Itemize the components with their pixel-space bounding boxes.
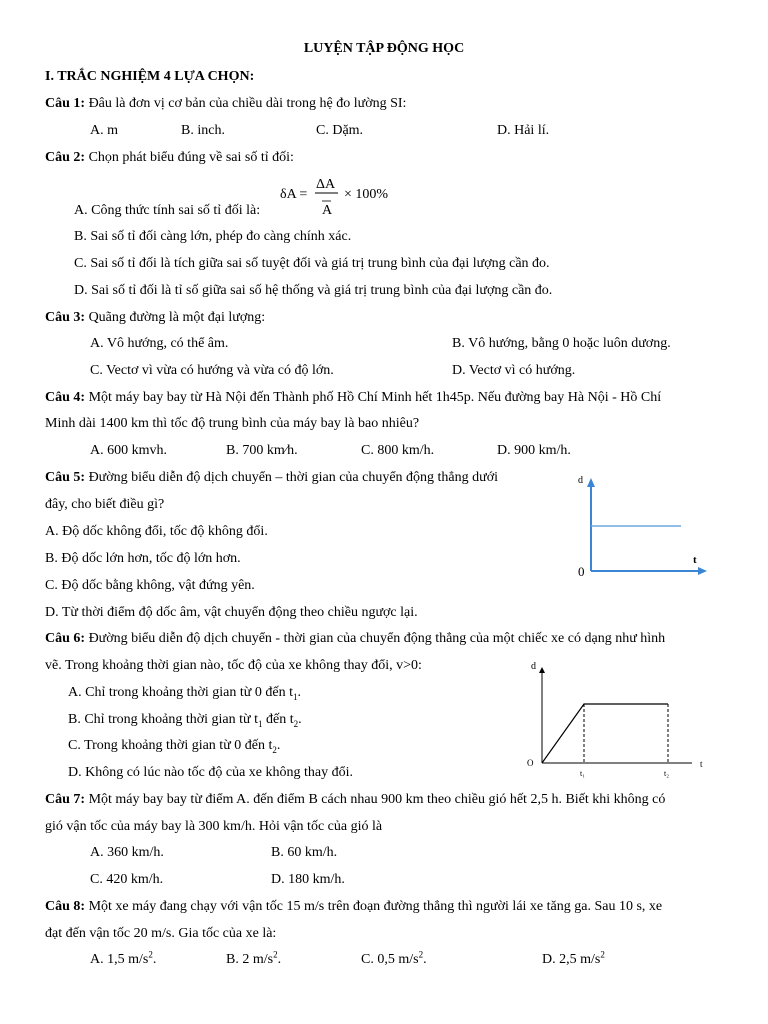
q8-option-b[interactable] <box>226 949 282 968</box>
option-text: C. 0,5 m/s <box>361 952 419 967</box>
question-text: Chọn phát biểu đúng về sai số tỉ đối: <box>85 150 294 165</box>
question-text: Quãng đường là một đại lượng: <box>85 310 266 325</box>
question-label: Câu 7: <box>45 792 86 807</box>
q2-option-b[interactable]: B. Sai số tỉ đối càng lớn, phép đo càng chính xác. <box>74 229 352 244</box>
option-text: A. Chỉ trong khoảng thời gian từ 0 đến t <box>68 685 293 700</box>
question-label: Câu 8: <box>45 899 86 914</box>
q7-option-a[interactable]: A. 360 km/h. <box>90 845 164 860</box>
question-label: Câu 6: <box>45 631 86 646</box>
q2-option-a[interactable]: A. Công thức tính sai số tỉ đối là: <box>74 203 261 218</box>
option-text-end: . <box>276 738 281 753</box>
question-7-cont: gió vận tốc của máy bay là 300 km/h. Hỏi vận tốc của gió là <box>45 819 383 834</box>
y-axis-label: d <box>578 475 583 486</box>
q4-option-a[interactable]: A. 600 kmvh. <box>90 443 167 458</box>
t2-label: t₂ <box>664 769 670 778</box>
question-label: Câu 3: <box>45 310 86 325</box>
q4-option-d[interactable]: D. 900 km/h. <box>497 443 571 458</box>
superscript: 2 <box>418 949 424 960</box>
q8-option-d[interactable] <box>542 949 605 968</box>
question-text: Đường biểu diễn độ dịch chuyển - thời gian của chuyển động thẳng của một chiếc xe có dạng như hình <box>85 631 666 646</box>
superscript: 2 <box>148 949 153 960</box>
question-7 <box>45 792 665 808</box>
superscript: 2 <box>273 949 278 960</box>
graph-line <box>542 704 668 763</box>
question-6 <box>45 631 665 647</box>
q3-option-d[interactable]: D. Vectơ vì có hướng. <box>452 363 576 378</box>
option-text-end: . <box>298 712 302 727</box>
option-text-end: . <box>423 952 427 967</box>
subscript: 2 <box>293 718 299 729</box>
q6-displacement-time-graph <box>522 656 712 780</box>
option-text: B. 2 m/s <box>226 952 274 967</box>
subscript: 1 <box>292 691 298 702</box>
superscript: 2 <box>600 949 605 960</box>
question-label: Câu 5: <box>45 470 86 485</box>
question-text: Đâu là đơn vị cơ bản của chiều dài trong hệ đo lường SI: <box>85 96 407 111</box>
x-axis-arrow <box>698 567 707 575</box>
q5-displacement-time-graph <box>570 468 720 583</box>
option-text-end: . <box>152 952 157 967</box>
q7-option-b[interactable]: B. 60 km/h. <box>271 845 338 860</box>
question-text: Một máy bay bay từ điểm A. đến điểm B cách nhau 900 km theo chiều gió hết 2,5 h. Biết khi không có <box>85 792 666 807</box>
q5-option-b[interactable]: B. Độ dốc lớn hơn, tốc độ lớn hơn. <box>45 551 241 566</box>
formula-lhs: δA = <box>280 187 308 202</box>
option-text: A. 1,5 m/s <box>90 952 149 967</box>
q6-option-d[interactable]: D. Không có lúc nào tốc độ của xe không thay đổi. <box>68 765 353 780</box>
q5-option-a[interactable]: A. Độ dốc không đổi, tốc độ không đổi. <box>45 524 268 539</box>
q8-option-c[interactable] <box>361 949 427 968</box>
question-text: Một máy bay bay từ Hà Nội đến Thành phố Hồ Chí Minh hết 1h45p. Nếu đường bay Hà Nội - Hồ Chí <box>85 390 662 405</box>
q2-option-d[interactable]: D. Sai số tỉ đối là tỉ số giữa sai số hệ thống và giá trị trung bình của đại lượng cần đo. <box>74 283 553 298</box>
q2-option-c[interactable]: C. Sai số tỉ đối là tích giữa sai số tuyệt đối và giá trị trung bình của đại lượng cần đo. <box>74 256 550 271</box>
q6-option-a[interactable] <box>68 685 301 701</box>
q4-option-b[interactable]: B. 700 km⁄h. <box>226 443 298 458</box>
t1-label: t₁ <box>580 769 586 778</box>
q5-option-c[interactable]: C. Độ dốc bằng không, vật đứng yên. <box>45 578 255 593</box>
question-4-cont: Minh dài 1400 km thì tốc độ trung bình của máy bay là bao nhiêu? <box>45 416 420 431</box>
q3-option-c[interactable]: C. Vectơ vì vừa có hướng và vừa có độ lớn. <box>90 363 334 378</box>
question-label: Câu 4: <box>45 390 86 405</box>
page-title: LUYỆN TẬP ĐỘNG HỌC <box>303 41 465 56</box>
q5-option-d[interactable]: D. Từ thời điểm độ dốc âm, vật chuyển động theo chiều ngược lại. <box>45 605 418 620</box>
option-text-mid: đến t <box>262 712 294 727</box>
question-3 <box>45 310 265 326</box>
option-text-end: . <box>297 685 301 700</box>
q3-option-a[interactable]: A. Vô hướng, có thể âm. <box>90 336 229 351</box>
q1-option-c[interactable]: C. Dặm. <box>316 123 364 138</box>
q3-option-b[interactable]: B. Vô hướng, bằng 0 hoặc luôn dương. <box>452 336 671 351</box>
subscript: 1 <box>257 718 263 729</box>
y-axis-arrow <box>539 667 545 673</box>
question-label: Câu 1: <box>45 96 86 111</box>
origin-label: 0 <box>578 564 585 579</box>
question-1 <box>45 96 406 112</box>
question-text: Đường biểu diễn độ dịch chuyển – thời gian của chuyển động thẳng dưới <box>85 470 499 485</box>
relative-error-formula <box>276 174 400 218</box>
subscript: 2 <box>272 744 277 755</box>
q7-option-c[interactable]: C. 420 km/h. <box>90 872 164 887</box>
q8-option-a[interactable] <box>90 949 157 968</box>
question-8 <box>45 899 662 915</box>
question-8-cont: đạt đến vận tốc 20 m/s. Gia tốc của xe là: <box>45 926 277 941</box>
question-5-cont: đây, cho biết điều gì? <box>45 497 165 512</box>
q1-option-d[interactable]: D. Hải lí. <box>497 123 550 138</box>
q6-option-b[interactable] <box>68 712 302 728</box>
formula-rhs: × 100% <box>344 187 389 202</box>
q4-option-c[interactable]: C. 800 km/h. <box>361 443 435 458</box>
question-text: Một xe máy đang chạy với vận tốc 15 m/s trên đoạn đường thẳng thì người lái xe tăng ga. Sau 10 s, xe <box>85 899 663 914</box>
section-heading: I. TRẮC NGHIỆM 4 LỰA CHỌN: <box>45 69 255 84</box>
question-4 <box>45 390 661 406</box>
question-6-cont: vẽ. Trong khoảng thời gian nào, tốc độ của xe không thay đổi, v>0: <box>45 658 422 673</box>
x-axis-label: t <box>693 554 697 566</box>
x-axis-label: t <box>700 759 703 769</box>
formula-numerator: ΔA <box>316 177 336 192</box>
option-text: B. Chỉ trong khoảng thời gian từ t <box>68 712 258 727</box>
origin-label: O <box>527 758 534 768</box>
question-label: Câu 2: <box>45 150 86 165</box>
q1-option-a[interactable]: A. m <box>90 123 118 138</box>
q7-option-d[interactable]: D. 180 km/h. <box>271 872 345 887</box>
question-5 <box>45 470 498 486</box>
option-text: C. Trong khoảng thời gian từ 0 đến t <box>68 738 273 753</box>
q1-option-b[interactable]: B. inch. <box>181 123 225 138</box>
y-axis-arrow <box>587 478 595 487</box>
option-text-end: . <box>277 952 282 967</box>
formula-denominator: A <box>322 203 333 218</box>
question-2 <box>45 150 294 166</box>
q6-option-c[interactable] <box>68 738 280 754</box>
option-text: D. 2,5 m/s <box>542 952 601 967</box>
y-axis-label: d <box>531 661 536 672</box>
